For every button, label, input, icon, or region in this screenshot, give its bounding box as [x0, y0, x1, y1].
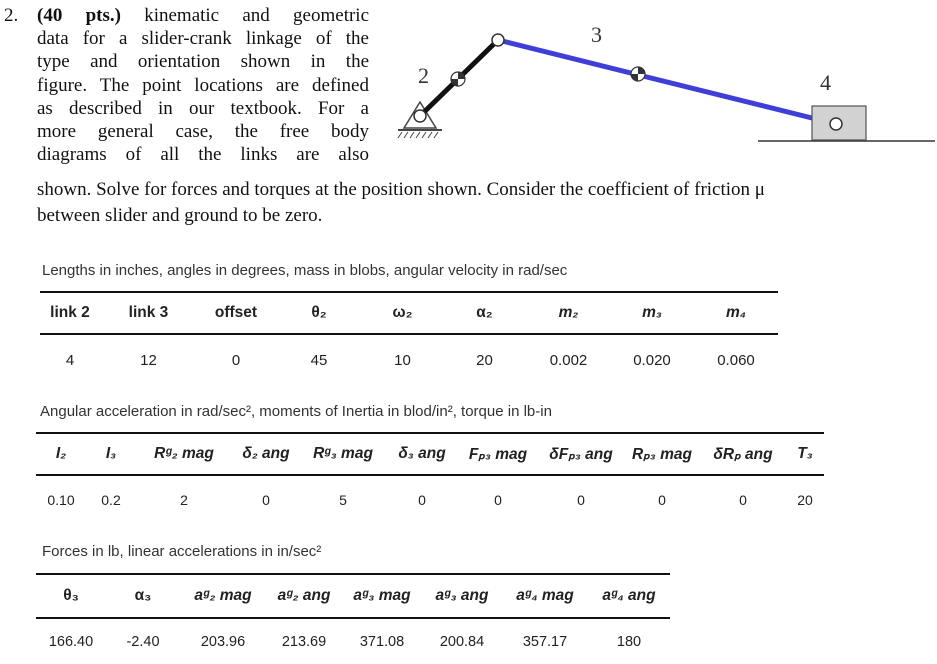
link-label-3: 3: [591, 22, 602, 47]
cg-marker-link-3: [631, 67, 645, 81]
problem-line-8: shown. Solve for forces and torques at the position shown. Consider the coefficient of friction μ: [37, 179, 765, 200]
table-cell: 213.69: [281, 633, 327, 650]
table2-caption: Angular acceleration in rad/sec², moments of Inertia in blod/in², torque in lb-in: [40, 403, 552, 420]
t2-header-rg3-mag: Rᵍ₃ mag: [313, 445, 373, 462]
table-cell: 0: [262, 491, 270, 508]
t1-header-m4: m₄: [726, 304, 746, 321]
t2-header-t3: T₃: [797, 445, 813, 462]
t1-header-offset: offset: [214, 304, 258, 321]
pin-o2: [414, 110, 426, 122]
t1-header-theta2: θ₂: [311, 304, 327, 321]
t2-header-deltafp3-ang: δFₚ₃ ang: [549, 445, 613, 463]
table-cell: 45: [310, 352, 328, 369]
table-cell: 166.40: [48, 633, 94, 650]
table1: [40, 291, 778, 386]
table1-caption: Lengths in inches, angles in degrees, mass in blobs, angular velocity in rad/sec: [42, 262, 568, 279]
t3-header-alpha3: α₃: [134, 587, 152, 604]
slider-crank-figure: [380, 10, 935, 160]
t1-header-link3: link 3: [128, 304, 169, 321]
t1-header-m2: m₂: [558, 304, 579, 321]
cg-marker-link-2: [451, 72, 465, 86]
table-cell: 5: [339, 491, 347, 508]
t2-header-rp3-mag: Rₚ₃ mag: [631, 445, 693, 463]
table-cell: 371.08: [359, 633, 405, 650]
problem-line-1: (40 pts.) kinematic and geometric: [37, 5, 370, 26]
t3-header-ag3-ang: aᵍ₃ ang: [435, 587, 489, 604]
problem-line-7: diagrams of all the links are also: [37, 144, 369, 166]
table-cell: 12: [140, 352, 157, 369]
table-cell: 200.84: [439, 633, 485, 650]
t1-header-m3: m₃: [642, 304, 662, 321]
table-cell: 0: [494, 491, 502, 508]
t2-header-rg2-mag: Rᵍ₂ mag: [154, 445, 214, 462]
table-cell: 0: [418, 491, 426, 508]
t1-header-alpha2: α₂: [476, 304, 493, 321]
t2-header-delta2-ang: δ₂ ang: [242, 445, 290, 462]
t3-header-ag3-mag: aᵍ₃ mag: [353, 587, 411, 604]
t3-header-ag2-ang: aᵍ₂ ang: [277, 587, 331, 604]
table2: [36, 432, 824, 523]
table-cell: 0: [577, 491, 585, 508]
table-cell: 0.020: [633, 352, 671, 369]
table-cell: 20: [797, 491, 813, 508]
t1-header-omega2: ω₂: [392, 304, 413, 321]
table-cell: 180: [616, 633, 642, 650]
table-cell: 0: [231, 352, 241, 369]
link-3-coupler: [498, 40, 836, 124]
table-cell: 0.2: [101, 491, 121, 508]
link-label-2: 2: [418, 63, 429, 88]
problem-number: 2.: [4, 5, 19, 26]
table-cell: 2: [180, 491, 188, 508]
link-label-4: 4: [820, 70, 831, 95]
t1-header-link2: link 2: [50, 304, 90, 321]
t2-header-delta3-ang: δ₃ ang: [398, 445, 446, 462]
table3: [36, 573, 670, 664]
problem-line-4: figure. The point locations are defined: [37, 74, 369, 96]
table-cell: 357.17: [522, 633, 568, 650]
t3-header-ag2-mag: aᵍ₂ mag: [194, 587, 252, 604]
t3-header-ag4-mag: aᵍ₄ mag: [516, 587, 574, 604]
table-cell: 20: [476, 352, 493, 369]
problem-points: (40 pts.): [37, 5, 121, 26]
table-cell: 0: [658, 491, 666, 508]
table-cell: 0.060: [717, 352, 755, 369]
table-cell: 203.96: [200, 633, 246, 650]
t2-header-deltarp-ang: δRₚ ang: [713, 445, 773, 463]
table-cell: 0.10: [47, 491, 75, 508]
problem-line-9: between slider and ground to be zero.: [37, 205, 323, 226]
problem-line-3: type and orientation shown in the: [37, 51, 369, 73]
table3-caption: Forces in lb, linear accelerations in in/sec²: [42, 543, 322, 560]
table-cell: 10: [394, 352, 411, 369]
t2-header-fp3-mag: Fₚ₃ mag: [468, 445, 528, 463]
problem-line-6: more general case, the free body: [37, 121, 369, 142]
t3-header-ag4-ang: aᵍ₄ ang: [602, 587, 656, 604]
table-cell: -2.40: [126, 633, 160, 650]
pin-a: [492, 34, 504, 46]
problem-line-2: data for a slider-crank linkage of the: [37, 28, 369, 50]
table-cell: 4: [65, 352, 75, 369]
table-cell: 0.002: [549, 352, 588, 369]
t2-header-i2: I₂: [55, 445, 67, 462]
pin-b: [830, 118, 842, 130]
problem-line-5: as described in our textbook. For a: [37, 97, 369, 119]
t2-header-i3: I₃: [105, 445, 117, 462]
table-cell: 0: [739, 491, 747, 508]
t3-header-theta3: θ₃: [63, 587, 79, 604]
